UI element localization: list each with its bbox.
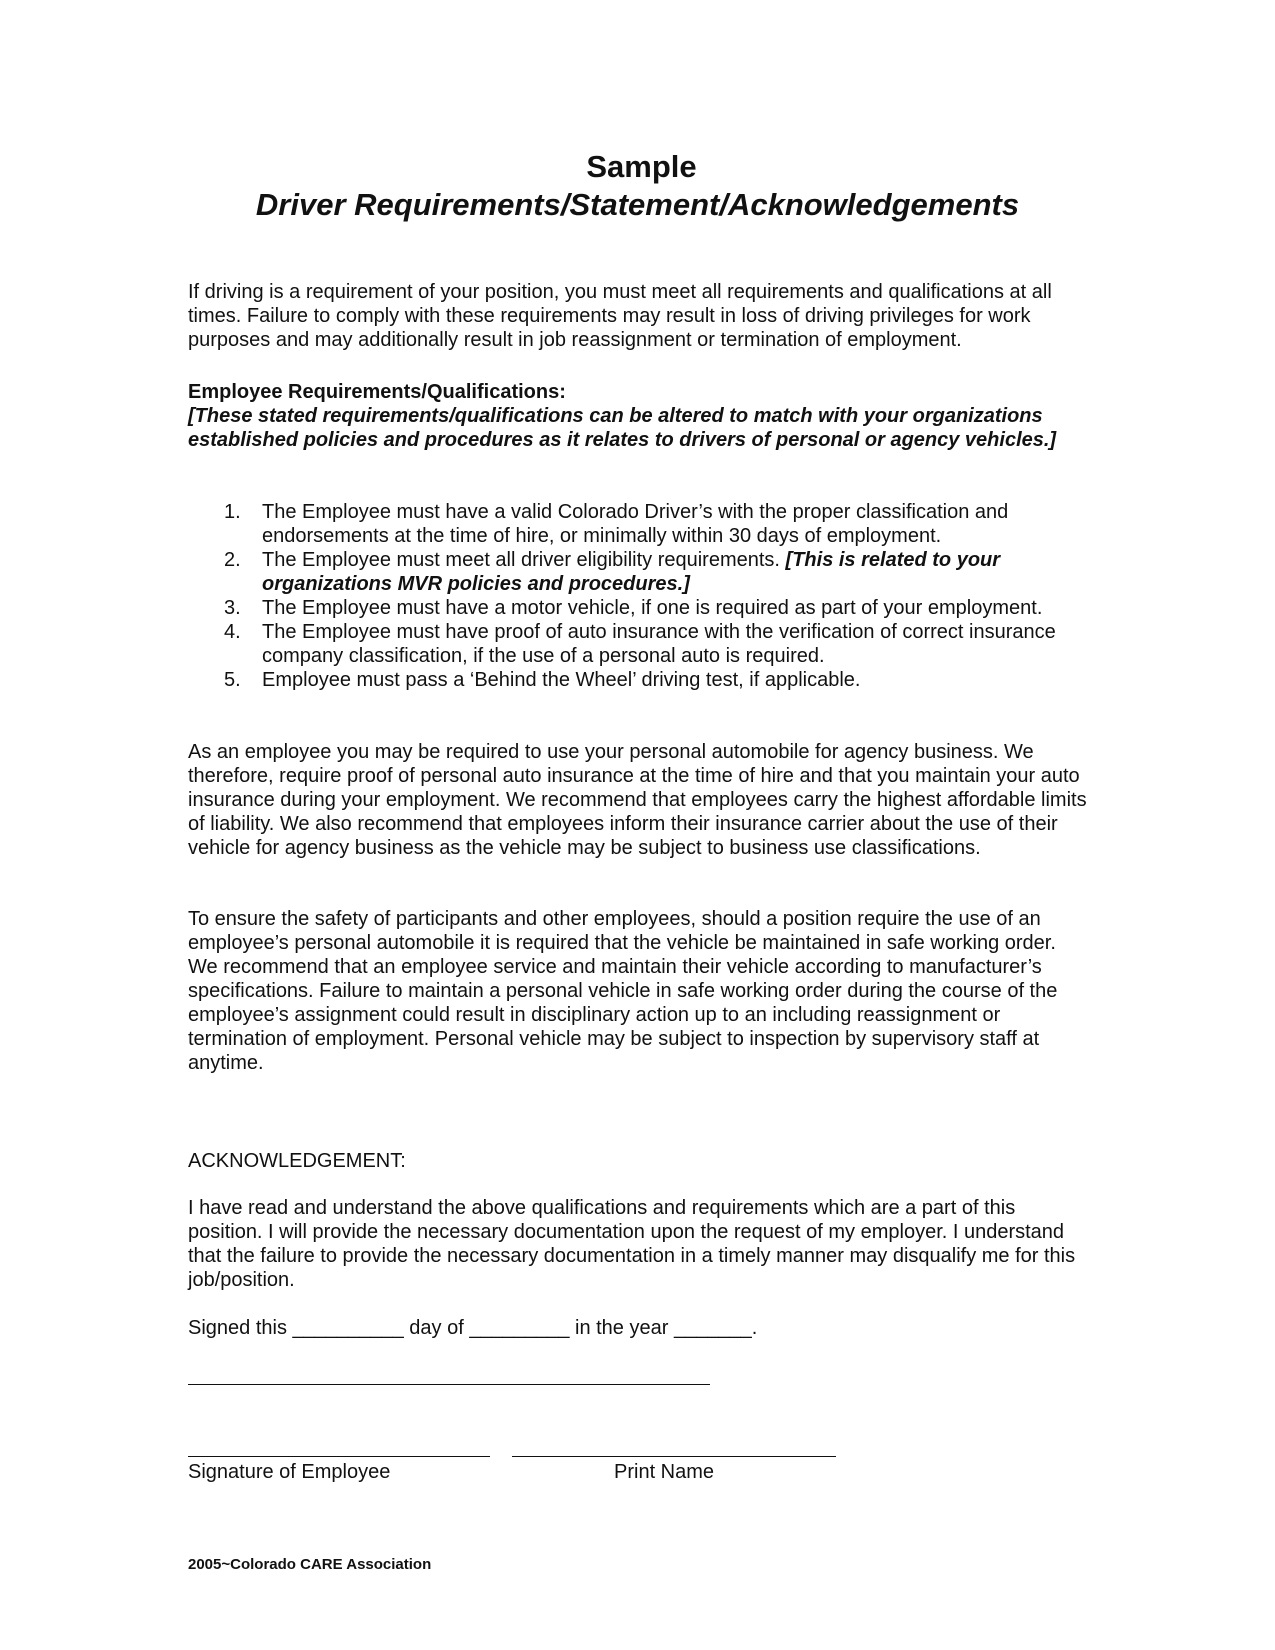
acknowledgement-heading: ACKNOWLEDGEMENT: (188, 1150, 406, 1172)
list-item (188, 668, 1088, 692)
list-item (188, 620, 1088, 668)
document-title: Sample (586, 149, 697, 184)
acknowledgement-paragraph: I have read and understand the above qualifications and requirements which are a part of this position. I will provide the necessary documentation upon the request of my employer. I understand that the failure to provide the necessary documentation in a timely manner may disqualify me for this job/position. (188, 1197, 1076, 1291)
list-item-text: Employee must pass a ‘Behind the Wheel’ driving test, if applicable. (262, 669, 861, 691)
requirements-list (188, 500, 1088, 692)
print-name-label: Print Name (614, 1461, 715, 1483)
list-item-number: 1. (224, 501, 241, 523)
print-name-rule-line (512, 1456, 836, 1457)
list-item (188, 500, 1088, 548)
intro-paragraph: If driving is a requirement of your position, you must meet all requirements and qualifications at all times. Failure to comply with these requirements may result in loss of driving privileges for work purposes and may additionally result in job reassignment or termination of employment. (188, 281, 1052, 351)
signature-rule-line (188, 1456, 490, 1457)
insurance-paragraph: As an employee you may be required to use your personal automobile for agency business. We therefore, require proof of personal auto insurance at the time of hire and that you maintain your auto insurance during your employment. We recommend that employees carry the highest affordable limits of liability. We also recommend that employees inform their insurance carrier about the use of their vehicle for agency business as the vehicle may be subject to business use classifications. (188, 741, 1087, 859)
signed-date-line: Signed this __________ day of _________ in the year _______. (188, 1317, 758, 1339)
list-item-text: The Employee must meet all driver eligibility requirements. (262, 549, 786, 571)
list-item (188, 596, 1088, 620)
footer-text: 2005~Colorado CARE Association (188, 1556, 432, 1573)
title-block (0, 148, 1275, 224)
list-item-text: The Employee must have proof of auto insurance with the verification of correct insurance company classification, if the use of a personal auto is required. (262, 621, 1056, 667)
list-item-number: 2. (224, 549, 241, 571)
list-item-note: [This is related to your organizations MVR policies and procedures.] (262, 549, 1001, 595)
list-item (188, 548, 1088, 596)
list-item-number: 5. (224, 669, 241, 691)
requirements-heading: Employee Requirements/Qualifications: (188, 381, 566, 403)
requirements-note: [These stated requirements/qualifications can be altered to match with your organizations established policies and procedures as it relates to drivers of personal or agency vehicles.] (188, 405, 1057, 451)
safety-paragraph: To ensure the safety of participants and other employees, should a position require the use of an employee’s personal automobile it is required that the vehicle be maintained in safe working order. We recommend that an employee service and maintain their vehicle according to manufacturer’s specifications. Failure to maintain a personal vehicle in safe working order during the course of the employee’s assignment could result in disciplinary action up to an including reassignment or termination of employment. Personal vehicle may be subject to inspection by supervisory staff at anytime. (188, 908, 1058, 1074)
list-item-text: The Employee must have a motor vehicle, if one is required as part of your employment. (262, 597, 1043, 619)
list-item-number: 4. (224, 621, 241, 643)
list-item-number: 3. (224, 597, 241, 619)
list-item-text: The Employee must have a valid Colorado Driver’s with the proper classification and endorsements at the time of hire, or minimally within 30 days of employment. (262, 501, 1009, 547)
document-subtitle: Driver Requirements/Statement/Acknowledgements (255, 187, 1020, 222)
date-rule-line (188, 1384, 710, 1385)
signature-label: Signature of Employee (188, 1461, 391, 1483)
